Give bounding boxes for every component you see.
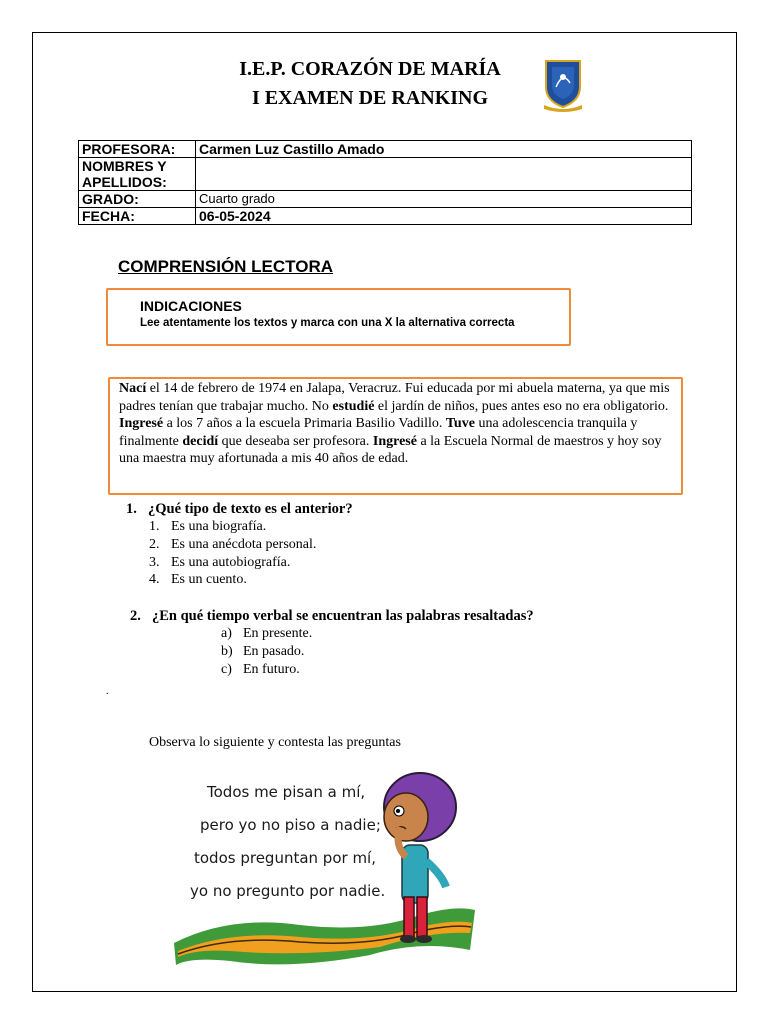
section-title: COMPRENSIÓN LECTORA <box>118 257 334 276</box>
question-1-option[interactable] <box>149 519 266 535</box>
reading-segment: a la Escuela Normal de maestros y hoy soy una maestra muy afortunada a mis 40 años de edad. <box>119 433 662 466</box>
name-label: NOMBRES Y APELLIDOS: <box>79 158 196 191</box>
reading-segment: a los 7 años a la escuela Primaria Basilio Vadillo. <box>163 416 446 431</box>
option-marker: a) <box>221 626 232 641</box>
observe-instruction: Observa lo siguiente y contesta las preguntas <box>149 735 401 750</box>
question-2-option[interactable] <box>221 644 304 660</box>
indications-text: Lee atentamente los textos y marca con una X la alternativa correcta <box>140 317 515 329</box>
table-row <box>79 191 692 208</box>
option-marker: 1. <box>149 519 160 534</box>
question-1-option[interactable] <box>149 537 316 553</box>
option-marker: 2. <box>149 537 160 552</box>
question-2 <box>130 608 534 625</box>
grade-value: Cuarto grado <box>196 191 692 208</box>
option-text: Es una anécdota personal. <box>171 537 317 552</box>
option-text: En presente. <box>243 626 313 641</box>
date-value: 06-05-2024 <box>196 208 692 225</box>
riddle-line: yo no pregunto por nadie. <box>190 882 386 900</box>
teacher-label: PROFESORA: <box>79 141 196 158</box>
option-text: Es una biografía. <box>171 519 267 534</box>
option-marker: 3. <box>149 555 160 570</box>
reading-segment: el jardín de niños, pues antes eso no era obligatorio. <box>374 398 669 414</box>
question-2-option[interactable] <box>221 626 312 642</box>
table-row <box>79 158 692 191</box>
question-number: 2. <box>130 608 141 624</box>
question-1-option[interactable] <box>149 555 290 571</box>
option-marker: b) <box>221 644 233 659</box>
option-marker: 4. <box>149 572 160 587</box>
school-name-title: I.E.P. CORAZÓN DE MARÍA <box>239 58 501 80</box>
reading-segment: estudié <box>332 398 375 414</box>
indications-box <box>106 288 571 346</box>
option-text: En pasado. <box>243 644 305 659</box>
reading-segment: decidí <box>182 433 219 449</box>
reading-segment: Ingresé <box>372 433 417 449</box>
indications-title: INDICACIONES <box>140 298 242 314</box>
reading-segment: que deseaba ser profesora. <box>218 433 373 449</box>
question-text: ¿En qué tiempo verbal se encuentran las palabras resaltadas? <box>152 608 534 624</box>
option-marker: c) <box>221 662 232 677</box>
question-number: 1. <box>126 501 137 517</box>
riddle-line: Todos me pisan a mí, <box>207 783 366 801</box>
teacher-value: Carmen Luz Castillo Amado <box>196 141 692 158</box>
grade-label: GRADO: <box>79 191 196 208</box>
exam-title: I EXAMEN DE RANKING <box>251 87 489 109</box>
reading-segment: Nací <box>119 381 147 396</box>
reading-segment: una adolescencia tranquila y finalmente <box>119 416 638 449</box>
riddle-line: todos preguntan por mí, <box>194 849 376 867</box>
reading-segment: Ingresé <box>119 416 164 431</box>
reading-segment: el 14 de febrero de 1974 en Jalapa, Veracruz. Fui educada por mi abuela materna, ya que mis padres tenían que trabajar mucho. No <box>119 381 670 414</box>
riddle-illustration <box>170 765 480 975</box>
option-text: Es una autobiografía. <box>171 555 291 570</box>
riddle-line: pero yo no piso a nadie; <box>200 816 381 834</box>
question-1-option[interactable] <box>149 572 247 588</box>
student-info-table <box>78 140 692 225</box>
name-field[interactable] <box>196 158 692 191</box>
question-2-option[interactable] <box>221 662 300 678</box>
table-row <box>79 141 692 158</box>
reading-segment: Tuve <box>445 416 475 431</box>
reading-text-box <box>108 377 683 495</box>
option-text: En futuro. <box>243 662 300 677</box>
date-label: FECHA: <box>79 208 196 225</box>
question-1 <box>126 501 353 518</box>
question-text: ¿Qué tipo de texto es el anterior? <box>148 501 353 517</box>
school-crest-icon <box>538 57 588 112</box>
table-row <box>79 208 692 225</box>
option-text: Es un cuento. <box>171 572 247 587</box>
stray-mark: . <box>106 686 109 697</box>
